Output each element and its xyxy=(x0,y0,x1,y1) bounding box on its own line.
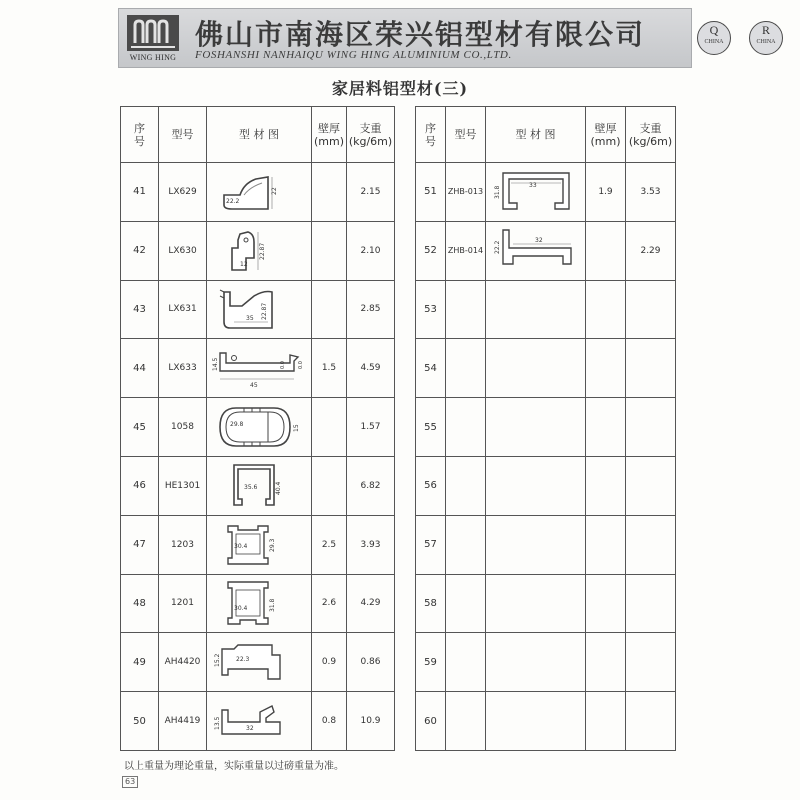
row-thickness xyxy=(312,280,347,339)
table-row xyxy=(121,163,395,222)
dim-label: 22.87 xyxy=(261,303,268,321)
dim-label: 30.4 xyxy=(234,542,248,550)
company-header xyxy=(118,8,776,68)
row-model: 1201 xyxy=(159,574,207,633)
table-row xyxy=(416,574,676,633)
profile-1201-drawing xyxy=(210,576,308,630)
row-thickness: 2.5 xyxy=(312,515,347,574)
row-weight: 2.15 xyxy=(347,163,395,222)
cert-q-letter: Q xyxy=(709,23,719,37)
profile-zhb013-drawing xyxy=(489,165,583,219)
row-no: 49 xyxy=(121,633,159,692)
table-row xyxy=(121,339,395,398)
table-row xyxy=(416,633,676,692)
row-model xyxy=(446,574,486,633)
row-model: LX630 xyxy=(159,221,207,280)
row-weight: 2.10 xyxy=(347,221,395,280)
dim-label: 30.4 xyxy=(234,605,248,613)
row-model: ZHB-013 xyxy=(446,163,486,222)
row-weight: 2.29 xyxy=(626,221,676,280)
row-weight xyxy=(626,398,676,457)
profile-zhb014-drawing xyxy=(489,224,583,278)
table-header xyxy=(121,107,395,163)
row-no: 43 xyxy=(121,280,159,339)
profile-drawing xyxy=(486,163,586,222)
row-no: 55 xyxy=(416,398,446,457)
row-weight: 4.29 xyxy=(347,574,395,633)
spec-table-left xyxy=(120,106,395,751)
profile-he1301-drawing xyxy=(210,459,308,513)
page-number: 63 xyxy=(122,776,138,788)
profile-drawing xyxy=(486,398,586,457)
table-row xyxy=(416,692,676,751)
row-model: 1058 xyxy=(159,398,207,457)
row-thickness xyxy=(586,633,626,692)
row-no: 41 xyxy=(121,163,159,222)
row-no: 52 xyxy=(416,221,446,280)
table-row xyxy=(121,221,395,280)
row-no: 51 xyxy=(416,163,446,222)
dim-label: 29.3 xyxy=(269,538,276,552)
dim-label: 22.3 xyxy=(236,656,250,664)
table-row xyxy=(121,515,395,574)
dim-label: 32 xyxy=(246,725,254,733)
profile-drawing xyxy=(207,221,312,280)
row-no: 53 xyxy=(416,280,446,339)
col-drawing: 型 材 图 xyxy=(486,107,586,163)
profile-drawing xyxy=(207,280,312,339)
table-row xyxy=(121,574,395,633)
profile-lx630-drawing xyxy=(210,224,308,278)
profile-drawing xyxy=(207,398,312,457)
row-model xyxy=(446,633,486,692)
row-thickness xyxy=(312,221,347,280)
profile-drawing xyxy=(207,515,312,574)
logo-text: WING HING xyxy=(129,53,177,62)
row-model: ZHB-014 xyxy=(446,221,486,280)
row-no: 44 xyxy=(121,339,159,398)
table-row xyxy=(416,280,676,339)
col-thickness: 壁厚 (mm) xyxy=(586,107,626,163)
dim-label: 0.0 xyxy=(298,361,304,370)
row-thickness xyxy=(586,456,626,515)
dim-label: 33 xyxy=(528,181,537,189)
row-no: 45 xyxy=(121,398,159,457)
row-no: 59 xyxy=(416,633,446,692)
row-no: 50 xyxy=(121,692,159,751)
row-model xyxy=(446,398,486,457)
q-certification-badge xyxy=(697,21,731,55)
row-no: 56 xyxy=(416,456,446,515)
row-weight: 4.59 xyxy=(347,339,395,398)
row-thickness xyxy=(586,692,626,751)
table-row xyxy=(416,515,676,574)
company-name-cn: 佛山市南海区荣兴铝型材有限公司 xyxy=(195,18,646,51)
row-thickness xyxy=(586,398,626,457)
row-thickness xyxy=(586,339,626,398)
row-no: 54 xyxy=(416,339,446,398)
row-thickness xyxy=(586,574,626,633)
col-no: 序 号 xyxy=(416,107,446,163)
page-title: 家居料铝型材(三) xyxy=(331,79,469,98)
dim-label: 15 xyxy=(293,424,300,433)
row-model: HE1301 xyxy=(159,456,207,515)
row-weight: 3.53 xyxy=(626,163,676,222)
row-model: AH4420 xyxy=(159,633,207,692)
row-weight xyxy=(626,456,676,515)
row-thickness: 1.9 xyxy=(586,163,626,222)
profile-drawing xyxy=(486,692,586,751)
profile-drawing xyxy=(207,633,312,692)
profile-1058-drawing xyxy=(210,400,308,454)
profile-drawing xyxy=(207,163,312,222)
profile-ah4420-drawing xyxy=(210,635,308,689)
dim-label: 29.8 xyxy=(230,421,244,429)
dim-label: 22.87 xyxy=(259,242,266,260)
row-no: 48 xyxy=(121,574,159,633)
table-row xyxy=(416,339,676,398)
row-weight: 2.85 xyxy=(347,280,395,339)
dim-label: 22 xyxy=(271,187,278,195)
table-row xyxy=(121,456,395,515)
row-weight: 1.57 xyxy=(347,398,395,457)
row-model xyxy=(446,280,486,339)
dim-label: 13.5 xyxy=(214,716,221,731)
row-no: 57 xyxy=(416,515,446,574)
row-no: 60 xyxy=(416,692,446,751)
row-no: 46 xyxy=(121,456,159,515)
col-model: 型号 xyxy=(446,107,486,163)
row-no: 47 xyxy=(121,515,159,574)
row-thickness: 0.9 xyxy=(312,633,347,692)
table-row xyxy=(416,163,676,222)
profile-drawing xyxy=(207,456,312,515)
col-weight: 支重 (kg/6m) xyxy=(347,107,395,163)
profile-drawing xyxy=(207,574,312,633)
row-model xyxy=(446,339,486,398)
row-weight xyxy=(626,692,676,751)
table-row xyxy=(416,398,676,457)
profile-drawing xyxy=(486,574,586,633)
row-thickness: 0.8 xyxy=(312,692,347,751)
row-model xyxy=(446,515,486,574)
profile-lx633-drawing xyxy=(210,341,308,395)
profile-drawing xyxy=(207,692,312,751)
table-row xyxy=(121,633,395,692)
row-model: AH4419 xyxy=(159,692,207,751)
dim-label: 31.8 xyxy=(269,599,276,613)
row-weight xyxy=(626,280,676,339)
table-header xyxy=(416,107,676,163)
row-model: 1203 xyxy=(159,515,207,574)
row-thickness xyxy=(586,221,626,280)
dim-label: 0.0 xyxy=(280,361,286,370)
weight-footnote: 以上重量为理论重量，实际重量以过磅重量为准。 xyxy=(124,761,344,772)
profile-drawing xyxy=(486,221,586,280)
col-weight: 支重 (kg/6m) xyxy=(626,107,676,163)
row-weight: 6.82 xyxy=(347,456,395,515)
col-thickness: 壁厚 (mm) xyxy=(312,107,347,163)
row-thickness xyxy=(586,515,626,574)
row-thickness xyxy=(312,398,347,457)
row-model: LX631 xyxy=(159,280,207,339)
table-row xyxy=(121,692,395,751)
row-weight xyxy=(626,515,676,574)
profile-drawing xyxy=(207,339,312,398)
row-thickness: 2.6 xyxy=(312,574,347,633)
row-weight xyxy=(626,339,676,398)
dim-label: 35 xyxy=(246,315,254,323)
profile-1203-drawing xyxy=(210,518,308,572)
row-weight: 10.9 xyxy=(347,692,395,751)
profile-drawing xyxy=(486,515,586,574)
dim-label: 22.2 xyxy=(493,240,501,254)
row-thickness xyxy=(312,163,347,222)
row-thickness xyxy=(586,280,626,339)
row-weight: 0.86 xyxy=(347,633,395,692)
dim-label: 14.5 xyxy=(212,357,219,372)
r-certification-badge xyxy=(749,21,783,55)
table-row xyxy=(416,221,676,280)
row-thickness xyxy=(312,456,347,515)
profile-drawing xyxy=(486,339,586,398)
table-row xyxy=(121,398,395,457)
table-row xyxy=(121,280,395,339)
profile-drawing xyxy=(486,280,586,339)
dim-label: 15.2 xyxy=(214,653,221,668)
dim-label: 12 xyxy=(240,260,248,268)
row-model: LX633 xyxy=(159,339,207,398)
row-model xyxy=(446,692,486,751)
spec-table-right xyxy=(415,106,676,751)
dim-label: 22.2 xyxy=(226,197,240,205)
dim-label: 35.6 xyxy=(244,483,258,491)
row-weight: 3.93 xyxy=(347,515,395,574)
dim-label: 40.4 xyxy=(275,481,282,495)
profile-lx629-drawing xyxy=(210,165,308,219)
col-drawing: 型 材 图 xyxy=(207,107,312,163)
row-weight xyxy=(626,633,676,692)
row-weight xyxy=(626,574,676,633)
row-no: 58 xyxy=(416,574,446,633)
profile-ah4419-drawing xyxy=(210,694,308,748)
cert-q-sub: CHINA xyxy=(704,39,724,45)
dim-label: 32 xyxy=(534,236,543,244)
row-model: LX629 xyxy=(159,163,207,222)
col-no: 序 号 xyxy=(121,107,159,163)
row-thickness: 1.5 xyxy=(312,339,347,398)
row-no: 42 xyxy=(121,221,159,280)
table-row xyxy=(416,456,676,515)
dim-label: 31.8 xyxy=(493,185,501,199)
cert-r-sub: CHINA xyxy=(756,39,776,45)
col-model: 型号 xyxy=(159,107,207,163)
profile-drawing xyxy=(486,633,586,692)
company-name-en: FOSHANSHI NANHAIQU WING HING ALUMINIUM CO.,LTD. xyxy=(195,49,512,61)
profile-drawing xyxy=(486,456,586,515)
cert-r-letter: R xyxy=(761,23,770,37)
dim-label: 45 xyxy=(250,382,258,390)
profile-lx631-drawing xyxy=(210,282,308,336)
row-model xyxy=(446,456,486,515)
